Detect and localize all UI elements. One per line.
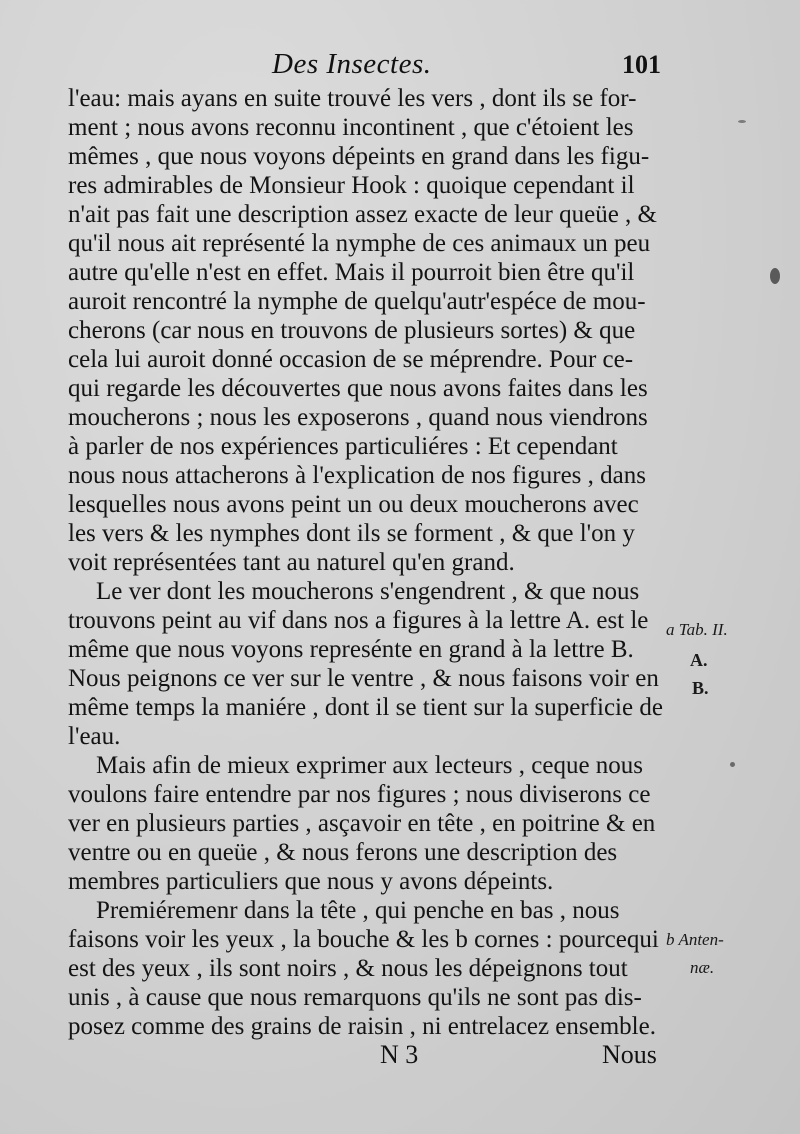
page-header xyxy=(0,44,800,84)
text-line: lesquelles nous avons peint un ou deux moucherons avec xyxy=(68,491,639,518)
catchword: Nous xyxy=(602,1040,657,1069)
text-line: Nous peignons ce ver sur le ventre , & nous faisons voir en xyxy=(68,665,659,692)
text-line: l'eau: mais ayans en suite trouvé les vers , dont ils se for- xyxy=(68,85,637,112)
text-line: l'eau. xyxy=(68,723,121,750)
text-line: unis , à cause que nous remarquons qu'ils ne sont pas dis- xyxy=(68,984,642,1011)
text-line: mêmes , que nous voyons dépeints en grand dans les figu- xyxy=(68,143,650,170)
text-line: trouvons peint au vif dans nos a figures à la lettre A. est le xyxy=(68,607,649,634)
margin-note-letter-a: A. xyxy=(690,650,708,670)
margin-note-antennae-cont: næ. xyxy=(690,958,715,977)
page-footer xyxy=(0,1040,800,1080)
text-line: est des yeux , ils sont noirs , & nous les dépeignons tout xyxy=(68,955,628,982)
paragraph-start-line: Mais afin de mieux exprimer aux lecteurs , ceque nous xyxy=(96,752,644,779)
text-line: posez comme des grains de raisin , ni entrelacez ensemble. xyxy=(68,1013,656,1040)
text-line: nous nous attacherons à l'explication de nos figures , dans xyxy=(68,462,646,489)
text-line: qui regarde les découvertes que nous avons faites dans les xyxy=(68,375,648,402)
text-line: à parler de nos expériences particuliéres : Et cependant xyxy=(68,433,618,460)
text-line: qu'il nous ait représenté la nymphe de ces animaux un peu xyxy=(68,230,651,257)
paragraph-start-line: Premiéremenr dans la tête , qui penche en bas , nous xyxy=(96,897,620,924)
text-line: voit représentées tant au naturel qu'en grand. xyxy=(68,549,515,576)
text-line: membres particuliers que nous y avons dépeints. xyxy=(68,868,554,895)
text-line: ment ; nous avons reconnu incontinent , que c'étoient les xyxy=(68,114,634,141)
text-line: faisons voir les yeux , la bouche & les b cornes : pourcequi xyxy=(68,926,659,953)
ink-blot xyxy=(770,268,780,284)
text-line: auroit rencontré la nymphe de quelqu'autr'espéce de mou- xyxy=(68,288,646,315)
running-head: Des Insectes. xyxy=(272,48,432,80)
text-line: res admirables de Monsieur Hook : quoique cependant il xyxy=(68,172,635,199)
text-line: moucherons ; nous les exposerons , quand nous viendrons xyxy=(68,404,648,431)
body-text xyxy=(68,84,668,1041)
text-line: les vers & les nymphes dont ils se forment , & que l'on y xyxy=(68,520,635,547)
text-line: cela lui auroit donné occasion de se méprendre. Pour ce- xyxy=(68,346,634,373)
text-line: voulons faire entendre par nos figures ; nous diviserons ce xyxy=(68,781,651,808)
text-line: n'ait pas fait une description assez exacte de leur queüe , & xyxy=(68,201,657,228)
text-line: cherons (car nous en trouvons de plusieurs sortes) & que xyxy=(68,317,636,344)
margin-note-tab: a Tab. II. xyxy=(666,620,728,639)
page-number: 101 xyxy=(622,50,661,79)
margin-note-letter-b: B. xyxy=(692,678,709,698)
text-line: ventre ou en queüe , & nous ferons une description des xyxy=(68,839,618,866)
margin-note-antennae: b Anten- xyxy=(666,930,724,949)
text-line: autre qu'elle n'est en effet. Mais il pourroit bien être qu'il xyxy=(68,259,635,286)
text-line: même que nous voyons represénte en grand à la lettre B. xyxy=(68,636,634,663)
ink-blot xyxy=(730,762,735,767)
signature-mark: N 3 xyxy=(380,1040,419,1069)
text-line: même temps la maniére , dont il se tient sur la superficie de xyxy=(68,694,663,721)
text-line: ver en plusieurs parties , asçavoir en tête , en poitrine & en xyxy=(68,810,656,837)
ink-blot xyxy=(738,120,746,123)
paragraph-start-line: Le ver dont les moucherons s'engendrent , & que nous xyxy=(96,578,640,605)
